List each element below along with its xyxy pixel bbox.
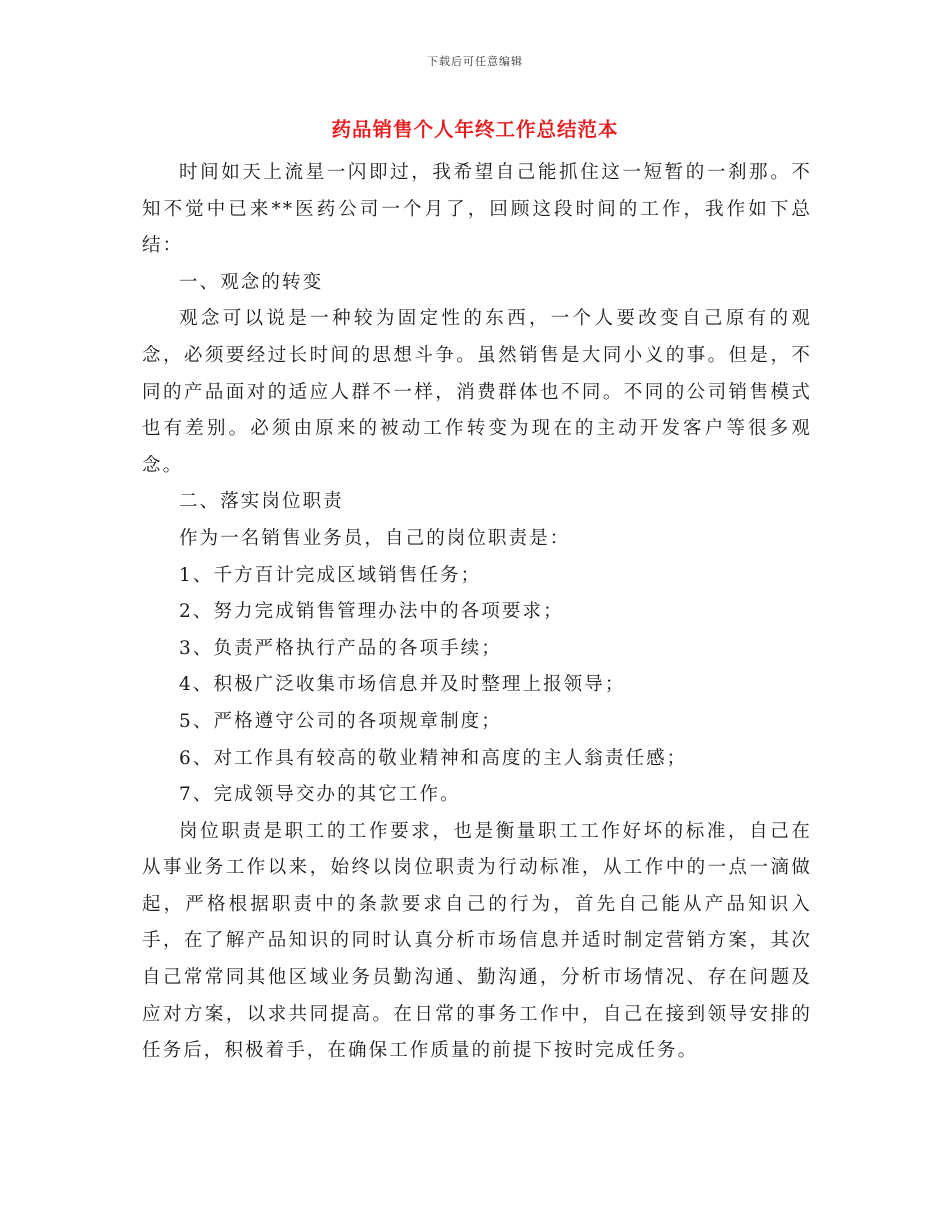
duty-item-1: 1、千方百计完成区域销售任务； [179, 564, 482, 586]
duty-item-3: 3、负责严格执行产品的各项手续； [179, 637, 502, 659]
document-body [142, 155, 812, 1070]
paragraph-concept: 观念可以说是一种较为固定性的东西，一个人要改变自己原有的观念，必须要经过长时间的思想斗争。虽然销售是大同小义的事。但是，不同的产品面对的适应人群不一样，消费群体也不同。不同的公司销售模式也有差别。必须由原来的被动工作转变为现在的主动开发客户等很多观念。 [142, 308, 812, 476]
paragraph-duties-summary: 岗位职责是职工的工作要求，也是衡量职工工作好坏的标准，自己在从事业务工作以来，始终以岗位职责为行动标准，从工作中的一点一滴做起，严格根据职责中的条款要求自己的行为，首先自己能从产品知识入手，在了解产品知识的同时认真分析市场信息并适时制定营销方案，其次自己常常同其他区域业务员勤沟通、勤沟通，分析市场情况、存在问题及应对方案，以求共同提高。在日常的事务工作中，自己在接到领导安排的任务后，积极着手，在确保工作质量的前提下按时完成任务。 [142, 820, 812, 1062]
duty-item-2: 2、努力完成销售管理办法中的各项要求； [179, 601, 564, 623]
duty-item-4: 4、积极广泛收集市场信息并及时整理上报领导； [179, 674, 626, 696]
duty-item-5: 5、严格遵守公司的各项规章制度； [179, 710, 502, 732]
document-title: 药品销售个人年终工作总结范本 [331, 118, 619, 141]
section-heading-2: 二、落实岗位职责 [179, 491, 344, 513]
duty-item-6: 6、对工作具有较高的敬业精神和高度的主人翁责任感； [179, 747, 688, 769]
paragraph-duties-intro: 作为一名销售业务员，自己的岗位职责是： [179, 527, 571, 549]
paragraph-intro: 时间如天上流星一闪即过，我希望自己能抓住这一短暂的一刹那。不知不觉中已来**医药公司一个月了，回顾这段时间的工作，我作如下总结： [142, 162, 812, 257]
section-heading-1: 一、观念的转变 [179, 271, 324, 293]
duty-item-7: 7、完成领导交办的其它工作。 [179, 784, 461, 806]
header-note: 下载后可任意编辑 [427, 55, 523, 68]
